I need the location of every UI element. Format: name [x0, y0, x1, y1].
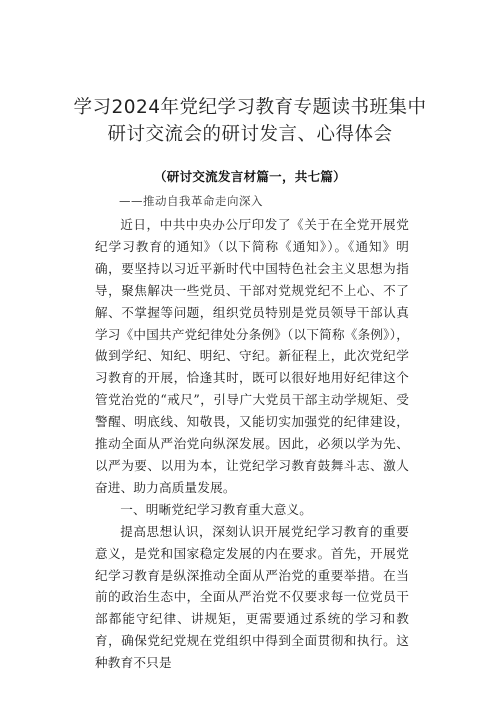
- document-subtitle: （研讨交流发言材篇一，共七篇）: [153, 169, 346, 184]
- section-heading-1: 一、明晰党纪学习教育重大意义。: [120, 501, 313, 517]
- body-paragraph-intro: 近日，中共中央办公厅印发了《关于在全党开展党纪学习教育的通知》（以下简称《通知》）。《通知》明确，要坚持以习近平新时代中国特色社会主义思想为指导，聚焦解决一些党员、干部对党规党纪不上心、不了解、不掌握等问题，组织党员特别是党员领导干部认真学习《中国共产党纪律处分条例》（以下简称《条例》），做到学纪、知纪、明纪、守纪。新征程上，此次党纪学习教育的开展，恰逢其时，既可以很好地用好纪律这个管党治党的“戒尺”，引导广大党员干部主动学规矩、受警醒、明底线、知敬畏，又能切实加强党的纪律建设，推动全面从严治党向纵深发展。因此，必须以学为先、以严为要、以用为本，让党纪学习教育鼓舞斗志、激人奋进、助力高质量发展。: [95, 217, 409, 495]
- document-body: [95, 214, 409, 674]
- body-paragraph-section-1: 提高思想认识，深刻认识开展党纪学习教育的重要意义，是党和国家稳定发展的内在要求。首先，开展党纪学习教育是纵深推动全面从严治党的重要举措。在当前的政治生态中，全面从严治党不仅要求每一位党员干部都能守纪律、讲规矩，更需要通过系统的学习和教育，确保党纪党规在党组织中得到全面贯彻和执行。这种教育不只是: [95, 523, 409, 671]
- document-title: 学习2024年党纪学习教育专题读书班集中研讨交流会的研讨发言、心得体会: [73, 97, 427, 145]
- document-tagline: ——推动自我革命走向深入: [119, 194, 263, 208]
